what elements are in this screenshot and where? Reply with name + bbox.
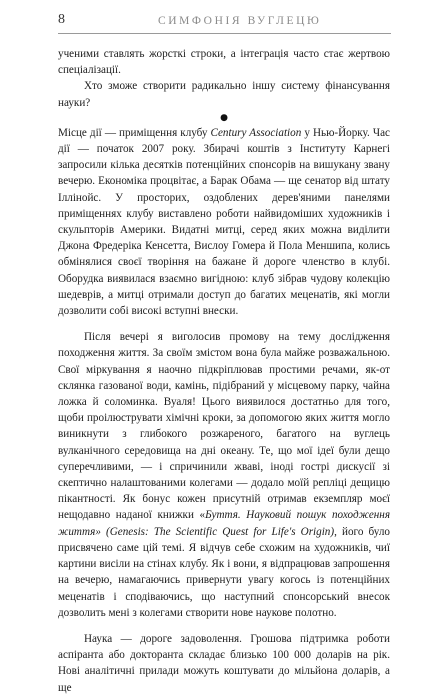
text-run: у Нью-Йорку. Час дії — початок 2007 року. Збирачі коштів з Інституту Карнегі запросили кілька десятків потенційних спонсорів на вишукану звану вечерю. Економіка процвітає, а Барак Обама — ще сенатор від штату Іллінойс. У просторих, оздоблених дерев'яними панелями приміщеннях клубу виставлено роботи найвидоміших художників і скульпторів Америки. Видатні митці, серед яких можна виділити Джона Фредеріка Кенсетта, Вислоу Гомера й Пола Меншипа, колись обмінялися своєї творіння на бажане й дороге членство в клубі. Оборудка виявилася взаємно вигідною: клуб зібрав чудову колекцію шедеврів, а митці отримали доступ до багатих меценатів, які могли дозволити собі високі вступні внески. — [58, 126, 390, 318]
page-number: 8 — [58, 12, 65, 27]
paragraph-speech — [58, 329, 390, 621]
paragraph-question: Хто зможе створити радикально іншу систему фінансування науки? — [58, 80, 390, 109]
paragraph-science-cost: Наука — дороге задоволення. Грошова підтримка роботи аспіранта або докторанта складає близько 100 000 доларів на рік. Нові аналітичні прилади можуть коштувати до мільйона доларів, а ще — [58, 632, 390, 694]
text-run: Після вечері я виголосив промову на тему дослідження походження життя. За своїм змістом вона була майже розважальною. Свої міркування я наочно підкріплював простими речами, як-от склянка газованої води, камінь, підібраний у місцевому парку, чайна ложка й соломинка. Вуаля! Цього виявилося достатньо для того, щоби проілюструвати хімічні кроки, за допомогою яких життя могло виникнути з глибокого розжареного, багатого на вуглець вулканічного середовища на дні океану. Те, що мої ідеї були дещо суперечливими, — і спричинили жваві, іноді гострі дискусії зі скептично налаштованими колегами — додало моїй репліці дещицю пікантності. Як бонус кожен присутній отримав екземпляр моєї нещодавно наданої книжки « — [58, 331, 390, 522]
body-text — [58, 46, 390, 696]
text-run: , його було присвячено саме цій темі. Я відчув себе схожим на художників, чиї картини висіли на стінах клубу. Як і вони, я відпрацював запрошення на вечерю, намагаючись привернути увагу когось із потенційних меценатів і сподіваючись, що наступний спонсорський внесок дозволить мені з колегами створити нове наукове полотно. — [58, 525, 390, 619]
paragraph-setting — [58, 125, 390, 319]
paragraph-continuation: ученими ставлять жорсткі строки, а інтеграція часто стає жертвою спеціалізації. — [58, 48, 390, 77]
running-title: СИМФОНІЯ ВУГЛЕЦЮ — [158, 15, 322, 27]
book-title-italic: Буття. Науковий пошук походження життя» (Genesis: The Scientific Quest for Life's Origin) — [58, 509, 391, 538]
section-separator: ● — [220, 112, 228, 123]
text-run: Місце дії — приміщення клубу — [58, 126, 211, 139]
header-rule — [58, 33, 391, 34]
page-header — [58, 8, 391, 34]
club-name-italic: Century Association — [210, 126, 302, 139]
